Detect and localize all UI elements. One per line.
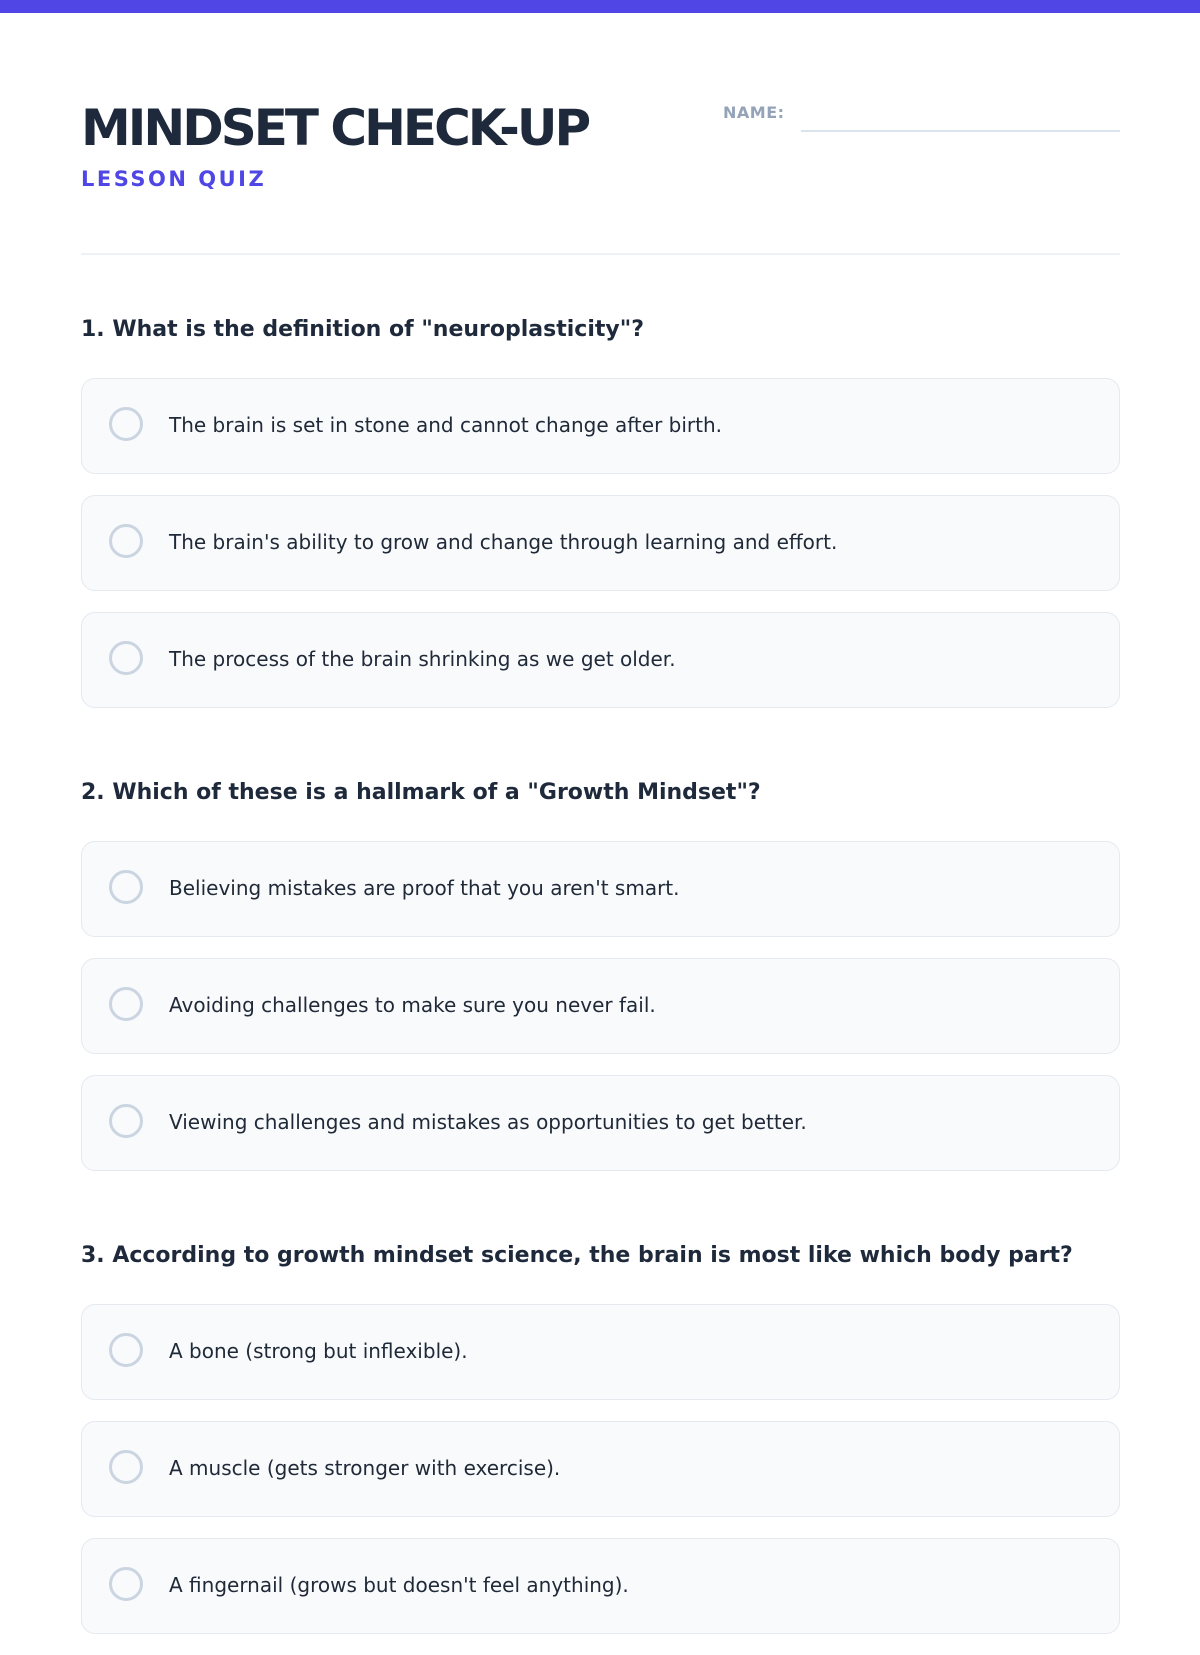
radio-button[interactable] [109,407,143,441]
question-1 [81,312,1120,671]
answer-option-label: Viewing challenges and mistakes as opportunities to get better. [169,1110,807,1134]
name-label: NAME: [723,103,785,122]
answer-option-label: A bone (strong but inflexible). [169,1339,468,1363]
radio-button[interactable] [109,524,143,558]
answer-option-label: A fingernail (grows but doesn't feel anything). [169,1573,629,1597]
radio-button[interactable] [109,1450,143,1484]
header-divider [81,253,1120,255]
page-subtitle: LESSON QUIZ [81,167,267,191]
quiz-header [81,95,1120,205]
answer-option[interactable] [81,495,1120,591]
answer-options [81,841,1120,1192]
radio-button[interactable] [109,1567,143,1601]
name-input-line[interactable] [801,130,1120,132]
page-title: MINDSET CHECK-UP [81,99,589,157]
answer-options [81,1304,1120,1655]
top-accent-bar [0,0,1200,13]
answer-option[interactable] [81,612,1120,708]
question-2 [81,775,1120,1134]
radio-button[interactable] [109,1333,143,1367]
question-text: 2. Which of these is a hallmark of a "Growth Mindset"? [81,780,761,805]
answer-option[interactable] [81,958,1120,1054]
answer-option[interactable] [81,841,1120,937]
question-3 [81,1238,1120,1597]
answer-option-label: The brain is set in stone and cannot change after birth. [169,413,723,437]
radio-button[interactable] [109,1104,143,1138]
answer-option[interactable] [81,1538,1120,1634]
answer-option[interactable] [81,1304,1120,1400]
answer-option[interactable] [81,1421,1120,1517]
answer-option[interactable] [81,378,1120,474]
answer-option[interactable] [81,1075,1120,1171]
answer-option-label: Avoiding challenges to make sure you never fail. [169,993,656,1017]
radio-button[interactable] [109,870,143,904]
answer-option-label: The brain's ability to grow and change through learning and effort. [169,530,838,554]
answer-option-label: Believing mistakes are proof that you aren't smart. [169,876,680,900]
radio-button[interactable] [109,641,143,675]
question-text: 3. According to growth mindset science, the brain is most like which body part? [81,1243,1073,1268]
radio-button[interactable] [109,987,143,1021]
question-text: 1. What is the definition of "neuroplasticity"? [81,317,644,342]
answer-option-label: A muscle (gets stronger with exercise). [169,1456,561,1480]
answer-options [81,378,1120,729]
answer-option-label: The process of the brain shrinking as we get older. [169,647,676,671]
